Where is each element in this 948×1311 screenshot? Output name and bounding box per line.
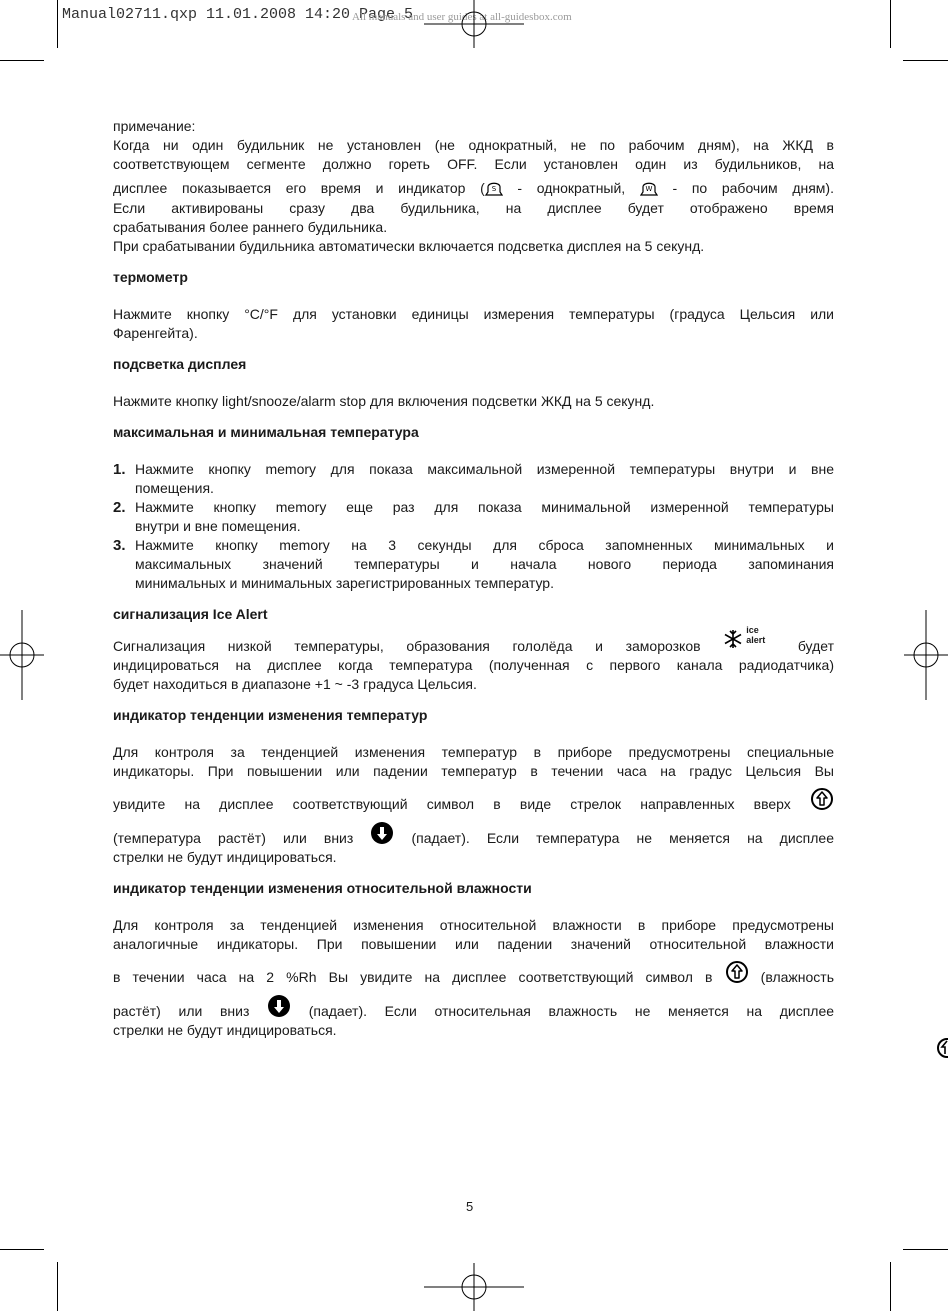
body-line: Для контроля за тенденцией изменения относительной влажности в приборе предусмотрены <box>113 917 834 934</box>
note-line: Если активированы сразу два будильника, на дисплее будет отображено время <box>113 200 834 217</box>
ice-line-with-icon: Сигнализация низкой температуры, образования гололёда и заморозков ice alert будет <box>113 625 834 655</box>
note-line: Когда ни один будильник не установлен (не однократный, не по рабочим дням), на ЖКД в <box>113 137 834 153</box>
list-item: 2. Нажмите кнопку memory еще раз для показа минимальной измеренной температуры внутри и вне помещения. <box>113 499 834 535</box>
svg-text:W: W <box>645 185 653 194</box>
section-title-maxmin: максимальная и минимальная температура <box>113 424 419 441</box>
body-line: будет находиться в диапазоне +1 ~ -3 градуса Цельсия. <box>113 676 477 693</box>
arrow-down-trend-icon <box>370 821 394 845</box>
alarm-once-icon <box>485 179 503 199</box>
note-line: срабатывания более раннего будильника. <box>113 219 388 236</box>
crop-mark <box>57 0 58 48</box>
crop-mark <box>0 1249 44 1250</box>
trend-line-with-icon: увидите на дисплее соответствующий символ в виде стрелок направленных вверх <box>113 787 834 814</box>
crop-mark <box>903 60 948 61</box>
body-line: Нажмите кнопку °C/°F для установки единицы измерения температуры (градуса Цельсия или <box>113 306 834 323</box>
body-line: индицироваться на дисплее когда температура (полученная с первого канала радиодатчика) <box>113 657 834 674</box>
arrow-up-trend-icon <box>810 787 834 811</box>
trend-line-with-icon: растёт) или вниз (падает). Если относительная влажность не меняется на дисплее <box>113 994 834 1021</box>
svg-text:S: S <box>491 185 496 194</box>
body-line: аналогичные индикаторы. При повышении или падении значений относительной влажности <box>113 936 834 953</box>
crop-mark <box>890 1262 891 1311</box>
note-line: При срабатывании будильника автоматически включается подсветка дисплея на 5 секунд. <box>113 238 705 255</box>
maxmin-list <box>113 460 834 593</box>
body-line: Фаренгейта). <box>113 325 198 342</box>
body-line: стрелки не будут индицироваться. <box>113 1022 337 1039</box>
body-line: Для контроля за тенденцией изменения температур в приборе предусмотрены специальные <box>113 744 834 761</box>
note-label: примечание: <box>113 118 196 134</box>
crop-mark <box>57 1262 58 1311</box>
page-content <box>113 117 834 1040</box>
crop-mark <box>0 60 44 61</box>
file-slug: Manual02711.qxp 11.01.2008 14:20 Page 5 <box>62 6 414 23</box>
arrow-up-trend-icon <box>936 1037 948 1059</box>
watermark: All manuals and user guides at all-guidesbox.com <box>352 11 572 23</box>
body-line: индикаторы. При повышении или падении температур в течении часа на градус Цельсия Вы <box>113 763 834 780</box>
crop-mark <box>890 0 891 48</box>
section-title-ice-alert: сигнализация Ice Alert <box>113 606 268 623</box>
section-title-thermometer: термометр <box>113 269 188 286</box>
body-line: стрелки не будут индицироваться. <box>113 849 337 866</box>
crop-mark <box>903 1249 948 1250</box>
registration-mark-icon <box>904 610 948 700</box>
registration-mark-icon <box>424 0 524 48</box>
ice-alert-icon: ice alert <box>723 633 775 653</box>
section-title-temperature-trend: индикатор тенденции изменения температур <box>113 707 428 724</box>
note-line-with-icons: дисплее показывается его время и индикатор ( S - однократный, W - по рабочим дням). <box>113 179 834 199</box>
alarm-weekday-icon <box>640 179 658 199</box>
registration-mark-icon <box>0 610 44 700</box>
arrow-up-trend-icon <box>725 960 749 984</box>
page-number: 5 <box>466 1199 474 1214</box>
trend-line-with-icon: (температура растёт) или вниз (падает). Если температура не меняется на дисплее <box>113 821 834 848</box>
trend-line-with-icon: в течении часа на 2 %Rh Вы увидите на дисплее соответствующий символ в (влажность <box>113 960 834 987</box>
section-title-humidity-trend: индикатор тенденции изменения относительной влажности <box>113 880 532 897</box>
body-line: Нажмите кнопку light/snooze/alarm stop для включения подсветки ЖКД на 5 секунд. <box>113 393 655 410</box>
list-item: 3. Нажмите кнопку memory на 3 секунды для сброса запомненных минимальных и максимальных значений температуры и начала нового периода запоминания минимальных и минимальных зарегистрированных температур. <box>113 537 834 592</box>
section-title-backlight: подсветка дисплея <box>113 356 247 373</box>
list-item: 1. Нажмите кнопку memory для показа максимальной измеренной температуры внутри и вне помещения. <box>113 461 834 497</box>
registration-mark-icon <box>424 1263 524 1311</box>
note-line: соответствующем сегменте должно гореть OFF. Если установлен один из будильников, на <box>113 156 834 172</box>
arrow-down-trend-icon <box>267 994 291 1018</box>
